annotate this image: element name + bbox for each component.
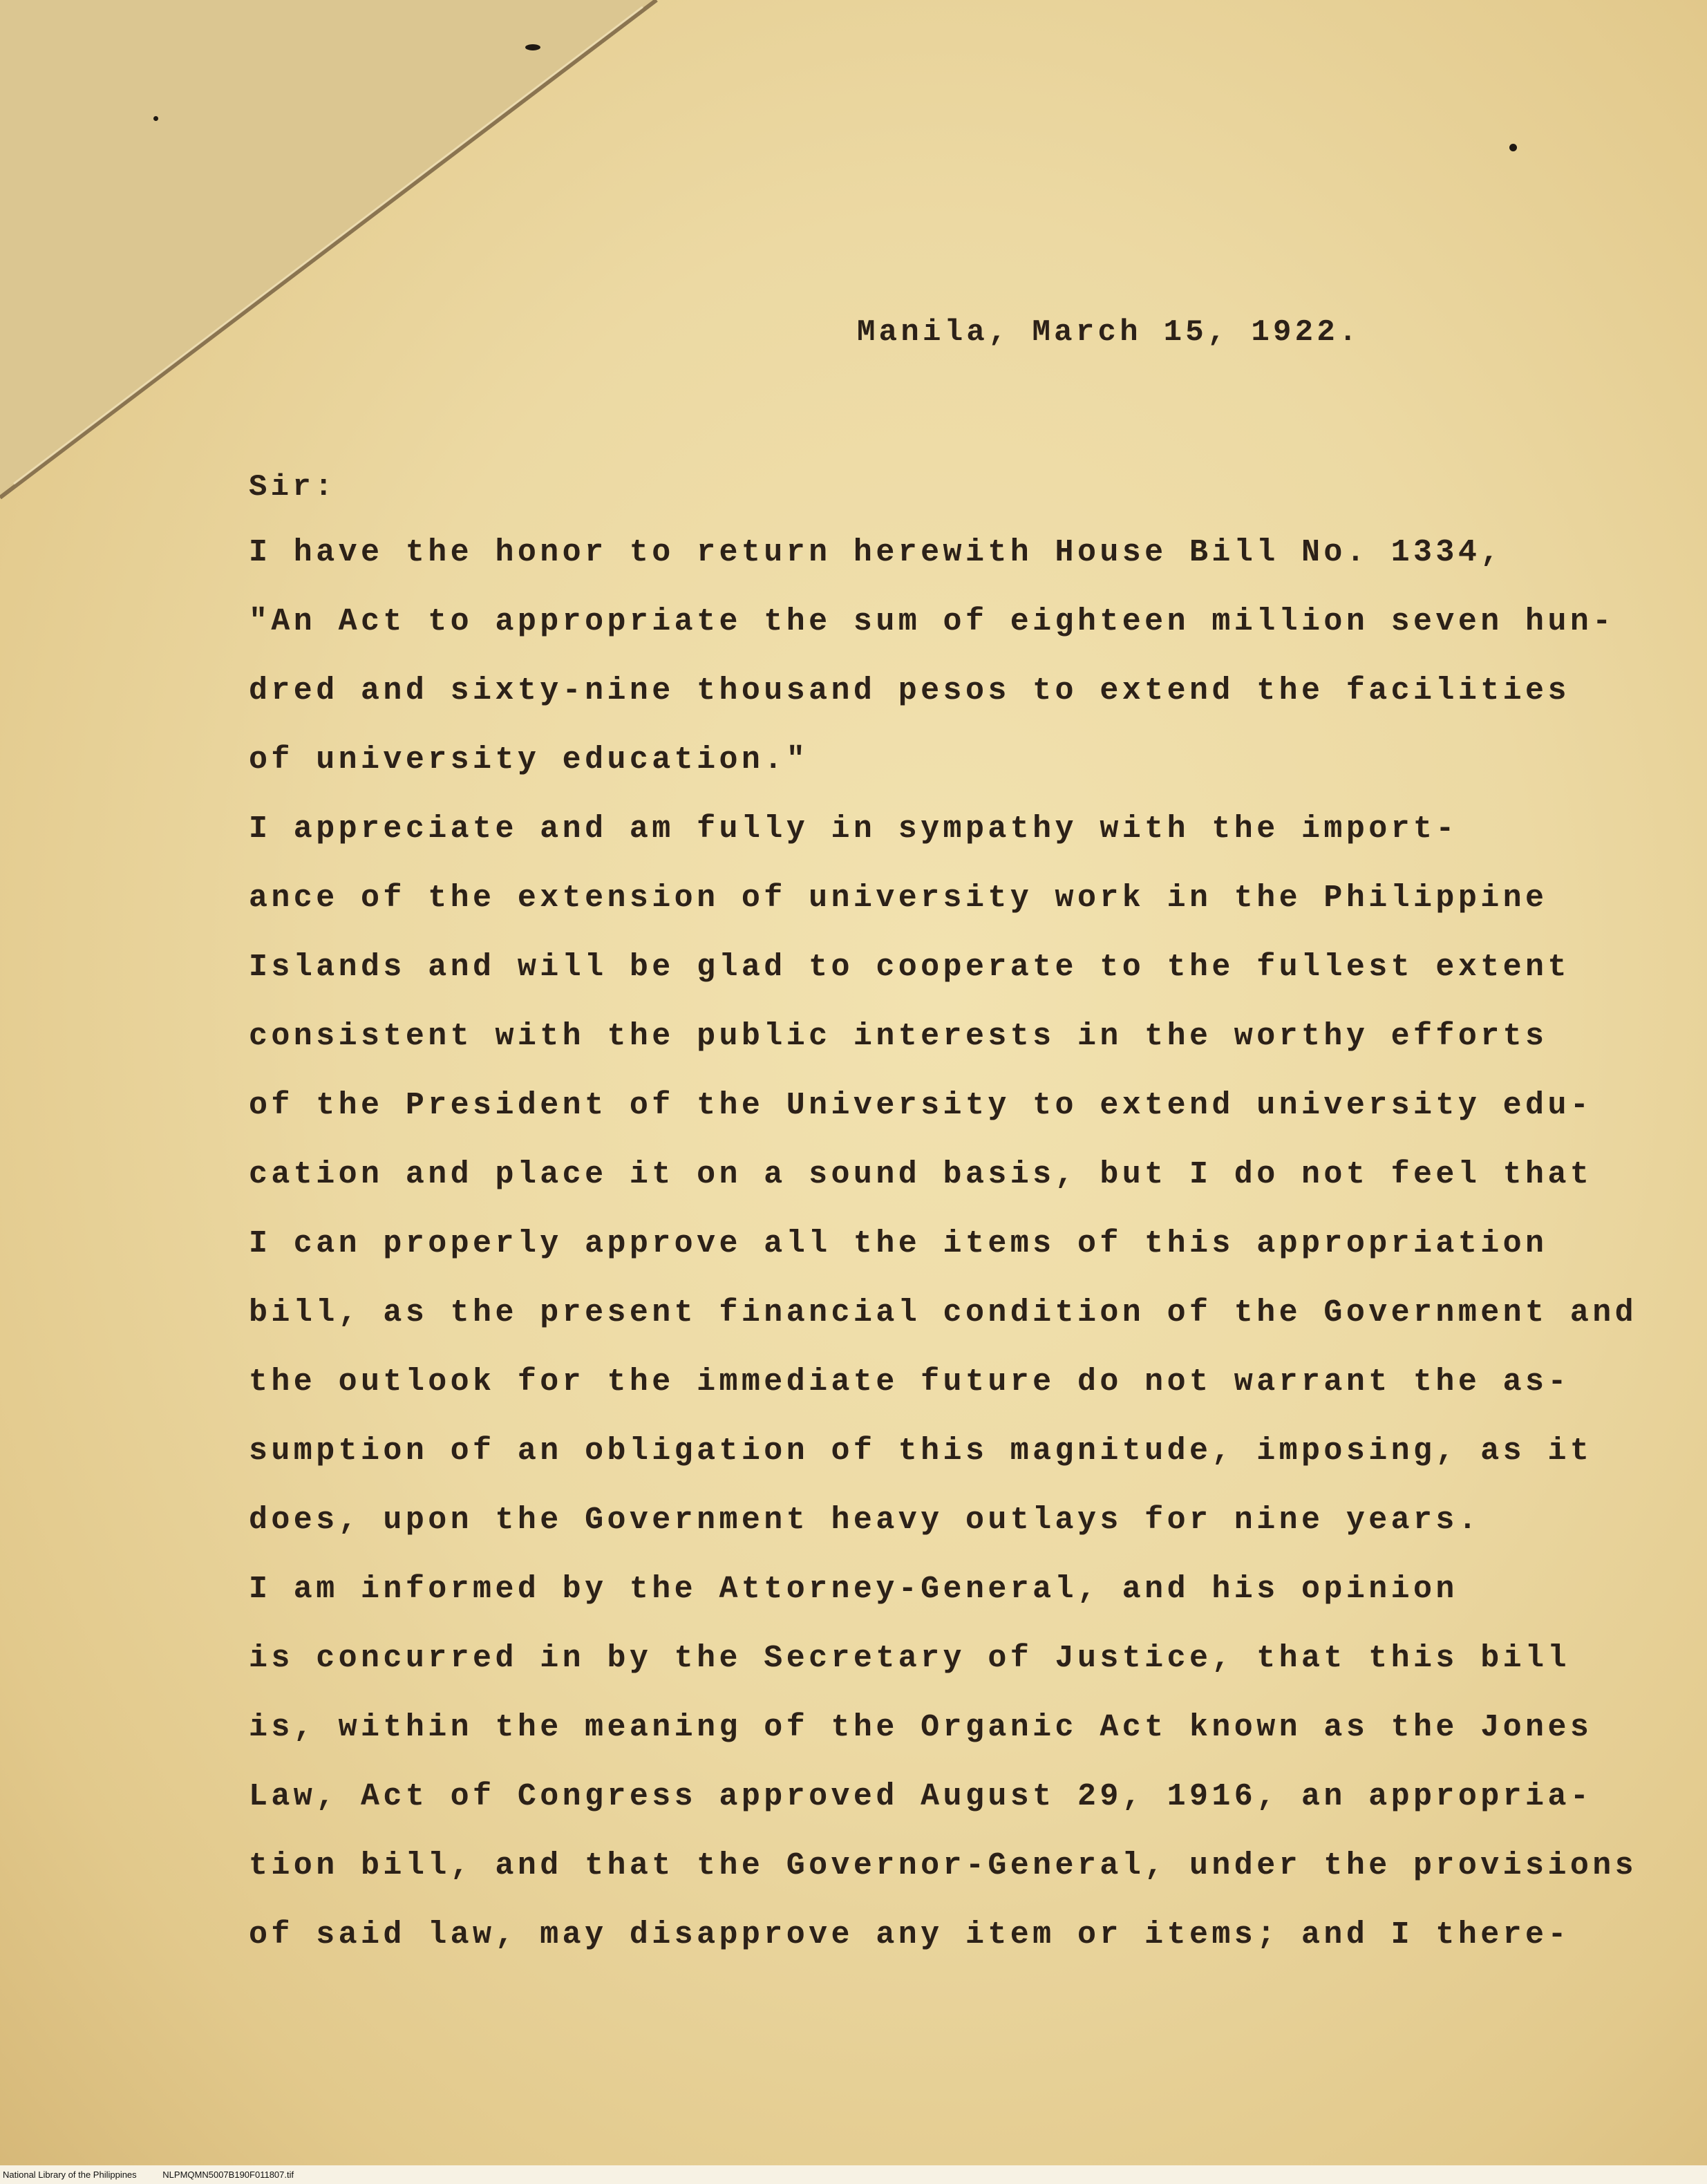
body-line: tion bill, and that the Governor-General, under the provisions — [249, 1848, 1638, 1883]
footer-institution: National Library of the Philippines — [3, 2169, 137, 2180]
body-line: bill, as the present financial condition of the Government and — [249, 1295, 1638, 1330]
body-line: of university education." — [249, 742, 809, 778]
ink-speck — [1509, 144, 1517, 151]
body-line: ance of the extension of university work in the Philippine — [249, 881, 1548, 916]
body-line: sumption of an obligation of this magnitude, imposing, as it — [249, 1433, 1593, 1469]
letter-body — [249, 532, 1638, 1984]
archive-footer — [0, 2165, 1707, 2184]
body-line: is concurred in by the Secretary of Justice, that this bill — [249, 1641, 1570, 1676]
ink-speck — [525, 44, 540, 50]
letter-salutation: Sir: — [249, 470, 337, 505]
body-line: I appreciate and am fully in sympathy with the import- — [249, 811, 1458, 847]
body-line: "An Act to appropriate the sum of eighteen million seven hun- — [249, 604, 1615, 639]
body-line: I can properly approve all the items of this appropriation — [249, 1226, 1548, 1261]
body-line: dred and sixty-nine thousand pesos to extend the facilities — [249, 673, 1570, 708]
body-line: Law, Act of Congress approved August 29, 1916, an appropria- — [249, 1779, 1593, 1814]
ink-speck — [153, 116, 158, 121]
letter-date: Manila, March 15, 1922. — [857, 315, 1361, 350]
body-line: I am informed by the Attorney-General, and his opinion — [249, 1572, 1458, 1607]
body-line: consistent with the public interests in the worthy efforts — [249, 1019, 1548, 1054]
body-line: the outlook for the immediate future do not warrant the as- — [249, 1364, 1570, 1400]
body-line: cation and place it on a sound basis, but I do not feel that — [249, 1157, 1593, 1192]
body-line: of the President of the University to extend university edu- — [249, 1088, 1593, 1123]
folded-corner — [0, 0, 691, 525]
body-line: is, within the meaning of the Organic Act known as the Jones — [249, 1710, 1593, 1745]
body-line: of said law, may disapprove any item or items; and I there- — [249, 1917, 1570, 1952]
body-line: I have the honor to return herewith House Bill No. 1334, — [249, 535, 1503, 570]
body-line: Islands and will be glad to cooperate to the fullest extent — [249, 950, 1570, 985]
footer-file-id: NLPMQMN5007B190F011807.tif — [162, 2169, 294, 2180]
body-line: does, upon the Government heavy outlays for nine years. — [249, 1503, 1481, 1538]
